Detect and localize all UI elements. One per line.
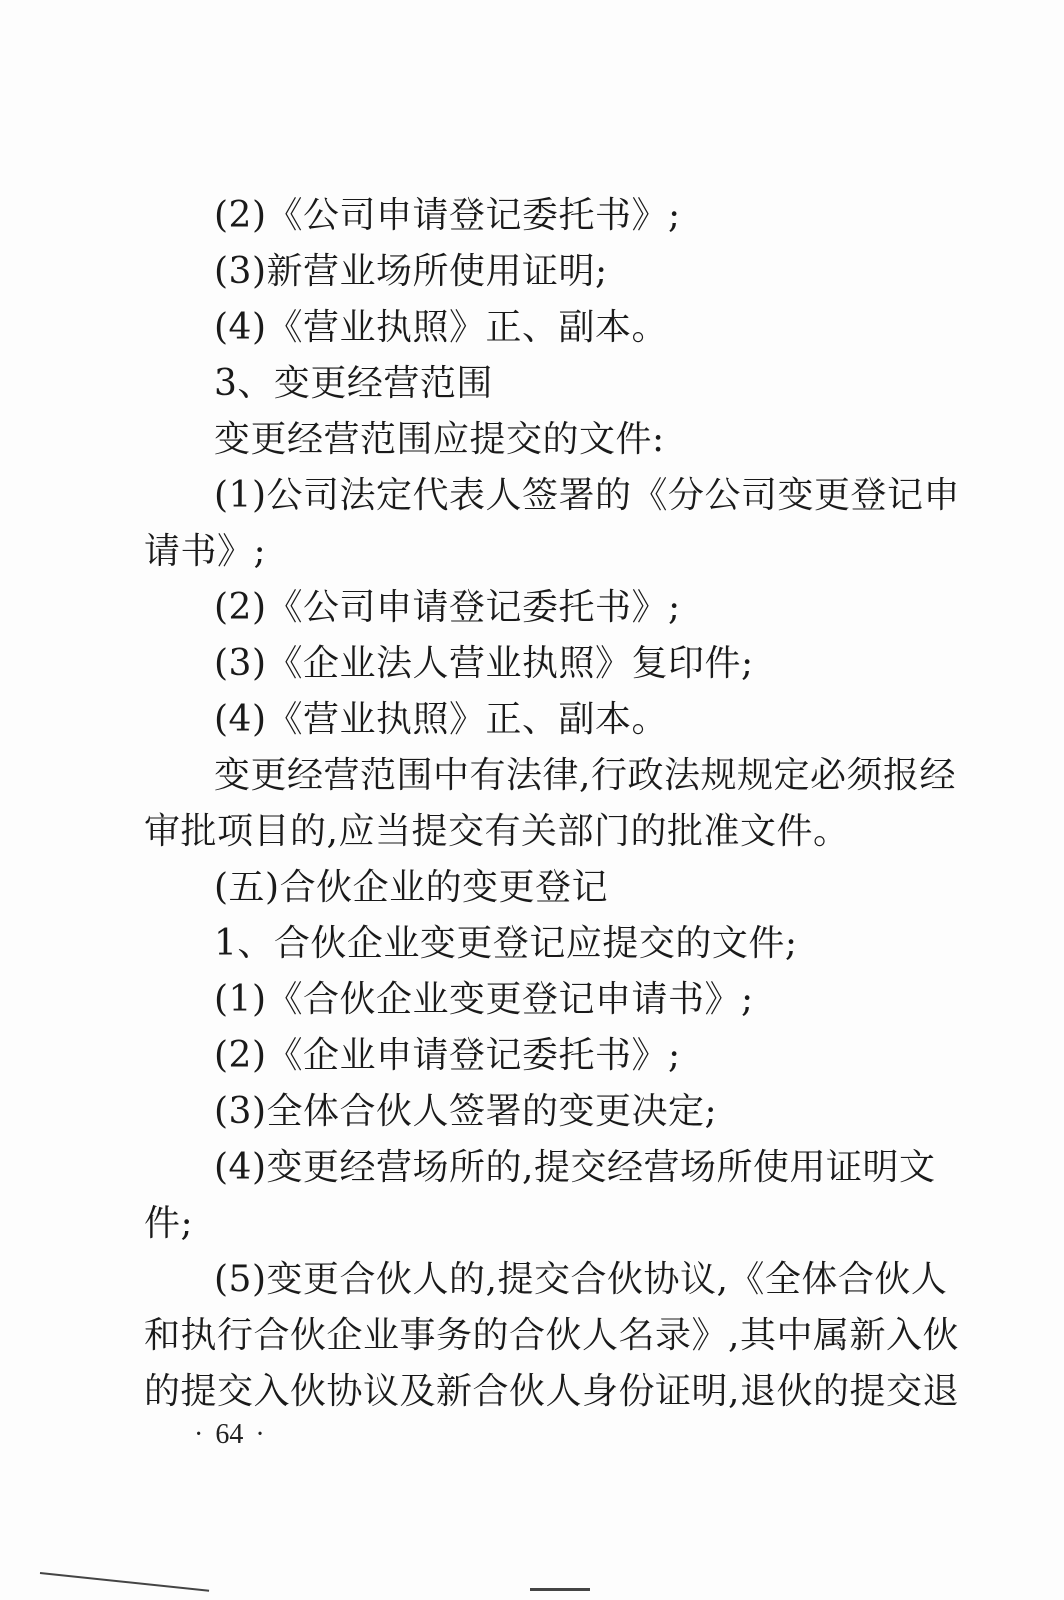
text-line-1: (2)《公司申请登记委托书》; [214, 195, 681, 236]
text-line-16: (2)《企业申请登记委托书》; [214, 1035, 681, 1076]
page-number-dot-left: · [194, 1419, 204, 1450]
text-line-8: (2)《公司申请登记委托书》; [214, 587, 681, 628]
text-line-4: 3、变更经营范围 [214, 363, 493, 404]
text-line-7: 请书》; [144, 531, 267, 572]
text-line-2: (3)新营业场所使用证明; [214, 251, 608, 292]
text-line-3: (4)《营业执照》正、副本。 [214, 307, 668, 348]
text-line-20: (5)变更合伙人的,提交合伙协议,《全体合伙人 [214, 1259, 948, 1300]
text-line-10: (4)《营业执照》正、副本。 [214, 699, 668, 740]
page-number-value: 64 [215, 1419, 244, 1450]
text-line-12: 审批项目的,应当提交有关部门的批准文件。 [144, 811, 850, 852]
text-line-9: (3)《企业法人营业执照》复印件; [214, 643, 754, 684]
text-line-22: 的提交入伙协议及新合伙人身份证明,退伙的提交退 [144, 1371, 959, 1412]
text-line-17: (3)全体合伙人签署的变更决定; [214, 1091, 718, 1132]
text-line-14: 1、合伙企业变更登记应提交的文件; [214, 923, 798, 964]
text-line-18: (4)变更经营场所的,提交经营场所使用证明文 [214, 1147, 936, 1188]
page-number-dot-right: · [255, 1419, 265, 1450]
text-line-6: (1)公司法定代表人签署的《分公司变更登记申 [214, 475, 960, 516]
text-line-13: (五)合伙企业的变更登记 [214, 867, 609, 908]
text-line-19: 件; [144, 1203, 194, 1244]
page-number [182, 1418, 277, 1452]
text-line-11: 变更经营范围中有法律,行政法规规定必须报经 [214, 755, 956, 796]
text-line-15: (1)《合伙企业变更登记申请书》; [214, 979, 754, 1020]
text-line-5: 变更经营范围应提交的文件: [214, 419, 665, 460]
scan-edge-mark-bottom [530, 1588, 590, 1591]
scan-edge-mark-left [40, 1572, 209, 1592]
text-line-21: 和执行合伙企业事务的合伙人名录》,其中属新入伙 [144, 1315, 959, 1356]
